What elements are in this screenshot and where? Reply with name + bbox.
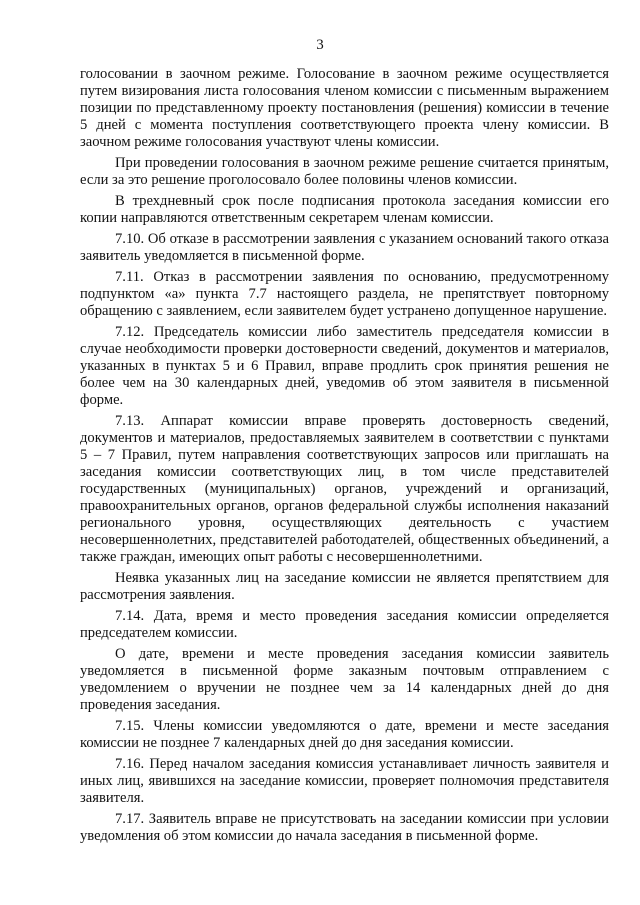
paragraph-voting-decision: При проведении голосования в заочном режиме решение считается принятым, если за это решение проголосовало более половины членов комиссии. [80, 155, 609, 188]
paragraph-7-13: 7.13. Аппарат комиссии вправе проверять достоверность сведений, документов и материалов, предоставляемых заявителем в соответствии с пунктами 5 – 7 Правил, путем направления соответствующих запросов или приглашать на заседания комиссии соответствующих лиц, в том числе представителей государственных (муниципальных) органов, учреждений и организаций, правоохранительных органов, органов федеральной службы исполнения наказаний регионального уровня, осуществляющих деятельность с участием несовершеннолетних, представителей работодателей, общественных объединений, а также граждан, имеющих опыт работы с несовершеннолетними. [80, 413, 609, 565]
paragraph-7-15: 7.15. Члены комиссии уведомляются о дате, времени и месте заседания комиссии не позднее 7 календарных дней до дня заседания комиссии. [80, 718, 609, 751]
paragraph-7-16: 7.16. Перед началом заседания комиссия устанавливает личность заявителя и иных лиц, явившихся на заседание комиссии, проверяет полномочия представителя заявителя. [80, 756, 609, 806]
paragraph-applicant-notification: О дате, времени и месте проведения заседания комиссии заявитель уведомляется в письменной форме заказным почтовым отправлением с уведомлением о вручении не позднее чем за 14 календарных дней до дня проведения заседания. [80, 646, 609, 713]
paragraph-7-14: 7.14. Дата, время и место проведения заседания комиссии определяется председателем комиссии. [80, 608, 609, 641]
document-body [80, 66, 609, 849]
paragraph-7-12: 7.12. Председатель комиссии либо заместитель председателя комиссии в случае необходимости проверки достоверности сведений, документов и материалов, указанных в пунктах 5 и 6 Правил, вправе продлить срок принятия решения не более чем на 30 календарных дней, уведомив об этом заявителя в письменной форме. [80, 324, 609, 408]
paragraph-protocol-copies: В трехдневный срок после подписания протокола заседания комиссии его копии направляются ответственным секретарем членам комиссии. [80, 193, 609, 226]
page-number: 3 [316, 37, 324, 53]
paragraph-absence-not-obstacle: Неявка указанных лиц на заседание комиссии не является препятствием для рассмотрения заявления. [80, 570, 609, 603]
paragraph-7-11: 7.11. Отказ в рассмотрении заявления по основанию, предусмотренному подпунктом «а» пункта 7.7 настоящего раздела, не препятствует повторному обращению с заявлением, если заявителем будет устранено допущенное нарушение. [80, 269, 609, 319]
paragraph-7-10: 7.10. Об отказе в рассмотрении заявления с указанием оснований такого отказа заявитель уведомляется в письменной форме. [80, 231, 609, 264]
paragraph-7-17: 7.17. Заявитель вправе не присутствовать на заседании комиссии при условии уведомления об этом комиссии до начала заседания в письменной форме. [80, 811, 609, 844]
paragraph-voting-continuation: голосовании в заочном режиме. Голосование в заочном режиме осуществляется путем визирования листа голосования членом комиссии с письменным выражением позиции по представленному проекту постановления (решения) комиссии в течение 5 дней с момента поступления соответствующего проекта члену комиссии. В заочном режиме голосования участвуют члены комиссии. [80, 66, 609, 150]
